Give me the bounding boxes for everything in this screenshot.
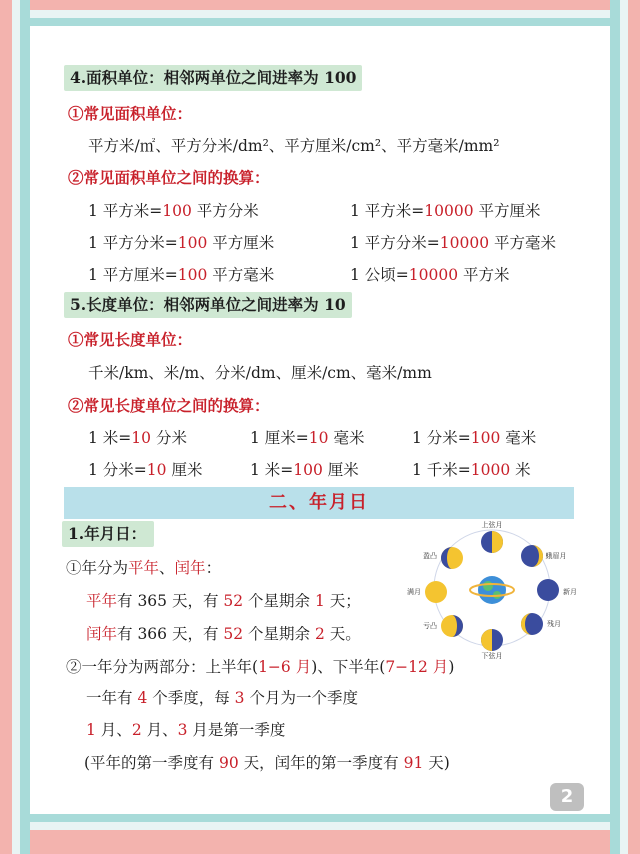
length-units-list: 千米/km、米/m、分米/dm、厘米/cm、毫米/mm xyxy=(88,364,432,382)
page-number-badge: 2 xyxy=(550,783,584,811)
area-units-header: 4.面积单位：相邻两单位之间进率为 100 xyxy=(64,65,362,91)
moon-label: 新月 xyxy=(563,588,577,596)
border-left-light xyxy=(12,0,20,854)
area-common-units-label: ①常见面积单位： xyxy=(68,104,193,123)
length-conversion-item: 1 米=100 厘米 xyxy=(250,461,359,479)
area-conversion-item: 1 平方厘米=100 平方毫米 xyxy=(88,266,275,284)
border-left-teal xyxy=(20,0,30,854)
section-title-bar: 二、年月日 xyxy=(64,487,574,519)
moon-first-quarter-icon xyxy=(481,531,503,553)
border-top-light xyxy=(0,10,640,18)
area-conversion-label: ②常见面积单位之间的换算： xyxy=(68,168,270,187)
half-year-line: ②一年分为两部分：上半年(1−6 月)、下半年(7−12 月) xyxy=(66,658,455,676)
moon-phase-diagram xyxy=(400,520,580,660)
length-conversion-item: 1 米=10 分米 xyxy=(88,429,187,447)
border-right-light xyxy=(620,0,628,854)
moon-last-quarter-icon xyxy=(481,629,503,651)
first-quarter-days-note: (平年的第一季度有 90 天，闰年的第一季度有 91 天) xyxy=(84,754,450,772)
moon-label: 下弦月 xyxy=(481,652,503,660)
border-right-teal xyxy=(610,0,620,854)
ymd-header: 1.年月日： xyxy=(62,521,154,547)
border-top-teal xyxy=(0,18,640,26)
moon-full-icon xyxy=(425,581,447,603)
moon-label: 蛾眉月 xyxy=(545,552,567,560)
moon-label: 残月 xyxy=(547,620,561,628)
length-conversion-label: ②常见长度单位之间的换算： xyxy=(68,396,270,415)
moon-waxing-crescent-icon xyxy=(521,545,543,567)
area-conversion-item: 1 平方分米=100 平方厘米 xyxy=(88,234,275,252)
moon-label: 亏凸 xyxy=(423,622,437,630)
border-left-pink xyxy=(0,0,12,854)
length-conversion-item: 1 分米=100 毫米 xyxy=(412,429,537,447)
moon-label: 满月 xyxy=(407,588,421,596)
moon-new-icon xyxy=(537,579,559,601)
earth-icon xyxy=(470,576,514,604)
year-types-line: ①年分为平年、闰年： xyxy=(66,559,222,577)
length-conversion-item: 1 厘米=10 毫米 xyxy=(250,429,365,447)
length-conversion-item: 1 分米=10 厘米 xyxy=(88,461,203,479)
area-conversion-item: 1 公顷=10000 平方米 xyxy=(350,266,510,284)
border-top-pink xyxy=(0,0,640,10)
length-units-header: 5.长度单位：相邻两单位之间进率为 10 xyxy=(64,292,352,318)
area-conversion-item: 1 平方米=100 平方分米 xyxy=(88,202,259,220)
moon-waxing-gibbous-icon xyxy=(441,547,463,569)
area-units-list: 平方米/㎡、平方分米/dm²、平方厘米/cm²、平方毫米/mm² xyxy=(88,137,500,155)
leap-year-line: 闰年有 366 天，有 52 个星期余 2 天。 xyxy=(86,625,361,643)
quarters-line: 一年有 4 个季度，每 3 个月为一个季度 xyxy=(86,689,358,707)
length-conversion-item: 1 千米=1000 米 xyxy=(412,461,531,479)
area-conversion-item: 1 平方米=10000 平方厘米 xyxy=(350,202,541,220)
area-conversion-item: 1 平方分米=10000 平方毫米 xyxy=(350,234,557,252)
common-year-line: 平年有 365 天，有 52 个星期余 1 天； xyxy=(86,592,361,610)
border-bottom-light xyxy=(0,822,640,830)
border-bottom-teal xyxy=(0,814,640,822)
moon-waning-crescent-icon xyxy=(521,613,543,635)
moon-label: 上弦月 xyxy=(481,521,503,529)
border-right-pink xyxy=(628,0,640,854)
first-quarter-months-line: 1 月、2 月、3 月是第一季度 xyxy=(86,721,286,739)
moon-label: 盈凸 xyxy=(423,552,437,560)
length-common-units-label: ①常见长度单位： xyxy=(68,330,193,349)
moon-waning-gibbous-icon xyxy=(441,615,463,637)
border-bottom-pink xyxy=(0,830,640,854)
